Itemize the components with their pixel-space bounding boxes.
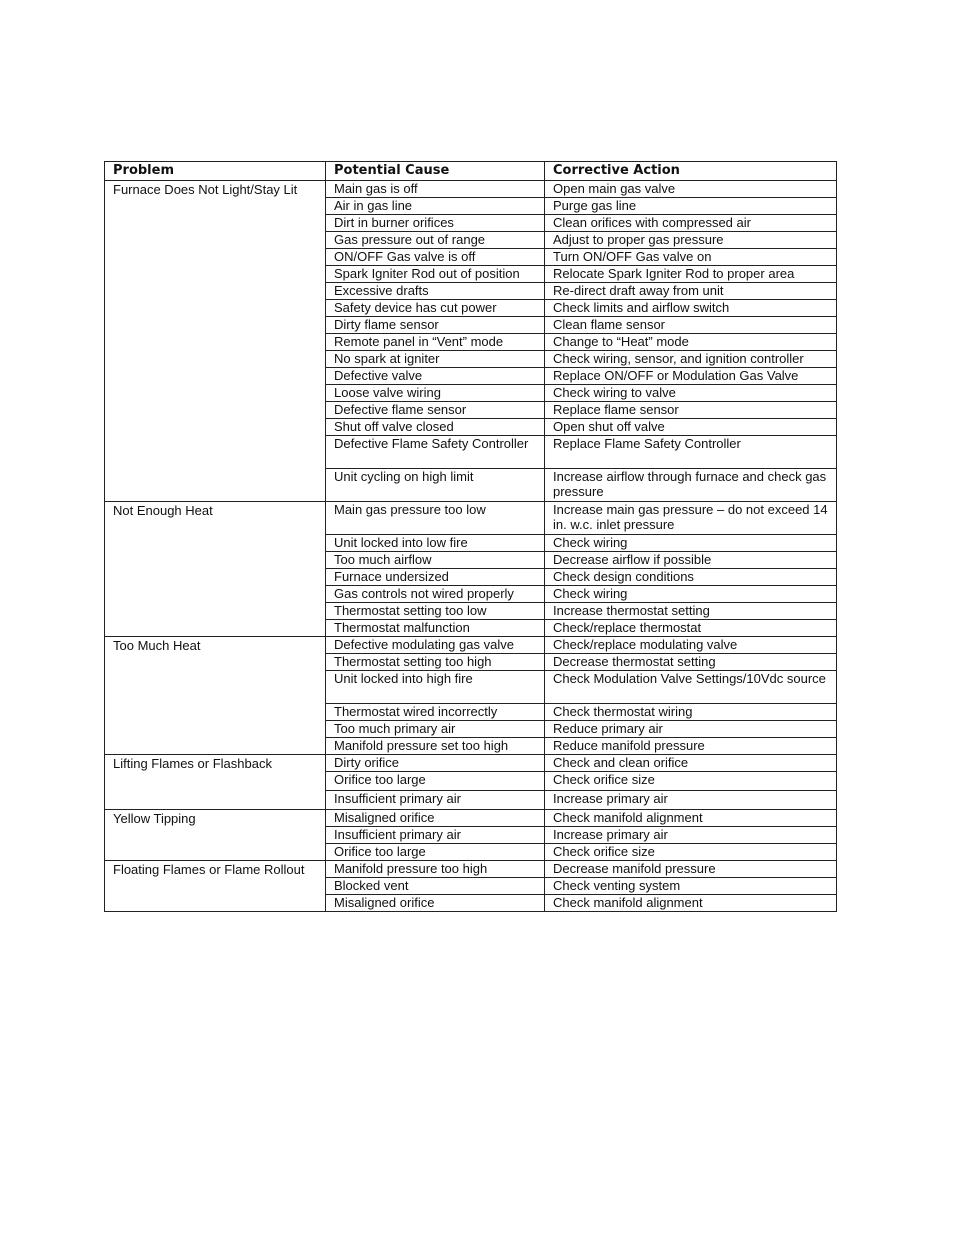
action-cell: Check orifice size xyxy=(545,772,837,791)
action-cell: Check manifold alignment xyxy=(545,895,837,912)
header-problem: Problem xyxy=(105,162,326,181)
cause-cell: Unit cycling on high limit xyxy=(326,469,545,502)
action-cell: Increase primary air xyxy=(545,827,837,844)
cause-cell: ON/OFF Gas valve is off xyxy=(326,249,545,266)
cause-cell: Loose valve wiring xyxy=(326,385,545,402)
action-cell: Decrease manifold pressure xyxy=(545,861,837,878)
action-cell: Check orifice size xyxy=(545,844,837,861)
action-cell: Increase primary air xyxy=(545,791,837,810)
cause-cell: Thermostat setting too high xyxy=(326,654,545,671)
header-corrective-action: Corrective Action xyxy=(545,162,837,181)
action-cell: Open shut off valve xyxy=(545,419,837,436)
cause-cell: Main gas is off xyxy=(326,181,545,198)
cause-cell: Gas pressure out of range xyxy=(326,232,545,249)
cause-cell: Remote panel in “Vent” mode xyxy=(326,334,545,351)
cause-cell: Dirt in burner orifices xyxy=(326,215,545,232)
action-cell: Decrease airflow if possible xyxy=(545,552,837,569)
action-cell: Check wiring to valve xyxy=(545,385,837,402)
cause-cell: Blocked vent xyxy=(326,878,545,895)
table-row xyxy=(105,810,837,827)
problem-cell: Yellow Tipping xyxy=(105,810,326,861)
action-cell: Check design conditions xyxy=(545,569,837,586)
action-cell: Check limits and airflow switch xyxy=(545,300,837,317)
table-body xyxy=(105,181,837,912)
action-cell: Adjust to proper gas pressure xyxy=(545,232,837,249)
cause-cell: Orifice too large xyxy=(326,844,545,861)
action-cell: Check venting system xyxy=(545,878,837,895)
action-cell: Reduce manifold pressure xyxy=(545,738,837,755)
table-header xyxy=(105,162,837,181)
action-cell: Check/replace modulating valve xyxy=(545,637,837,654)
cause-cell: Unit locked into low fire xyxy=(326,535,545,552)
cause-cell: Too much airflow xyxy=(326,552,545,569)
cause-cell: Defective flame sensor xyxy=(326,402,545,419)
table-row xyxy=(105,181,837,198)
action-cell: Check thermostat wiring xyxy=(545,704,837,721)
problem-cell: Lifting Flames or Flashback xyxy=(105,755,326,810)
table-row xyxy=(105,755,837,772)
action-cell: Check/replace thermostat xyxy=(545,620,837,637)
action-cell: Change to “Heat” mode xyxy=(545,334,837,351)
action-cell: Replace flame sensor xyxy=(545,402,837,419)
cause-cell: Main gas pressure too low xyxy=(326,502,545,535)
action-cell: Re-direct draft away from unit xyxy=(545,283,837,300)
cause-cell: Excessive drafts xyxy=(326,283,545,300)
cause-cell: Spark Igniter Rod out of position xyxy=(326,266,545,283)
cause-cell: Defective valve xyxy=(326,368,545,385)
cause-cell: Dirty flame sensor xyxy=(326,317,545,334)
cause-cell: Manifold pressure set too high xyxy=(326,738,545,755)
troubleshooting-table xyxy=(104,161,837,912)
cause-cell: Insufficient primary air xyxy=(326,791,545,810)
table-row xyxy=(105,861,837,878)
cause-cell: Furnace undersized xyxy=(326,569,545,586)
action-cell: Open main gas valve xyxy=(545,181,837,198)
action-cell: Relocate Spark Igniter Rod to proper area xyxy=(545,266,837,283)
cause-cell: Misaligned orifice xyxy=(326,895,545,912)
action-cell: Increase thermostat setting xyxy=(545,603,837,620)
action-cell: Increase main gas pressure – do not exceed 14 in. w.c. inlet pressure xyxy=(545,502,837,535)
action-cell: Check wiring xyxy=(545,535,837,552)
action-cell: Clean orifices with compressed air xyxy=(545,215,837,232)
header-potential-cause: Potential Cause xyxy=(326,162,545,181)
cause-cell: Defective Flame Safety Controller xyxy=(326,436,545,469)
cause-cell: Unit locked into high fire xyxy=(326,671,545,704)
cause-cell: Thermostat wired incorrectly xyxy=(326,704,545,721)
action-cell: Reduce primary air xyxy=(545,721,837,738)
cause-cell: Shut off valve closed xyxy=(326,419,545,436)
cause-cell: Gas controls not wired properly xyxy=(326,586,545,603)
header-row xyxy=(105,162,837,181)
table-row xyxy=(105,502,837,535)
action-cell: Purge gas line xyxy=(545,198,837,215)
action-cell: Check Modulation Valve Settings/10Vdc source xyxy=(545,671,837,704)
cause-cell: Dirty orifice xyxy=(326,755,545,772)
cause-cell: Insufficient primary air xyxy=(326,827,545,844)
problem-cell: Too Much Heat xyxy=(105,637,326,755)
cause-cell: Orifice too large xyxy=(326,772,545,791)
action-cell: Check wiring, sensor, and ignition controller xyxy=(545,351,837,368)
action-cell: Increase airflow through furnace and check gas pressure xyxy=(545,469,837,502)
cause-cell: Manifold pressure too high xyxy=(326,861,545,878)
cause-cell: Safety device has cut power xyxy=(326,300,545,317)
cause-cell: Thermostat malfunction xyxy=(326,620,545,637)
table-row xyxy=(105,637,837,654)
cause-cell: Misaligned orifice xyxy=(326,810,545,827)
action-cell: Check and clean orifice xyxy=(545,755,837,772)
action-cell: Check manifold alignment xyxy=(545,810,837,827)
problem-cell: Not Enough Heat xyxy=(105,502,326,637)
cause-cell: Defective modulating gas valve xyxy=(326,637,545,654)
cause-cell: Too much primary air xyxy=(326,721,545,738)
cause-cell: Thermostat setting too low xyxy=(326,603,545,620)
action-cell: Replace Flame Safety Controller xyxy=(545,436,837,469)
action-cell: Check wiring xyxy=(545,586,837,603)
problem-cell: Floating Flames or Flame Rollout xyxy=(105,861,326,912)
action-cell: Decrease thermostat setting xyxy=(545,654,837,671)
action-cell: Clean flame sensor xyxy=(545,317,837,334)
action-cell: Turn ON/OFF Gas valve on xyxy=(545,249,837,266)
action-cell: Replace ON/OFF or Modulation Gas Valve xyxy=(545,368,837,385)
cause-cell: Air in gas line xyxy=(326,198,545,215)
cause-cell: No spark at igniter xyxy=(326,351,545,368)
problem-cell: Furnace Does Not Light/Stay Lit xyxy=(105,181,326,502)
